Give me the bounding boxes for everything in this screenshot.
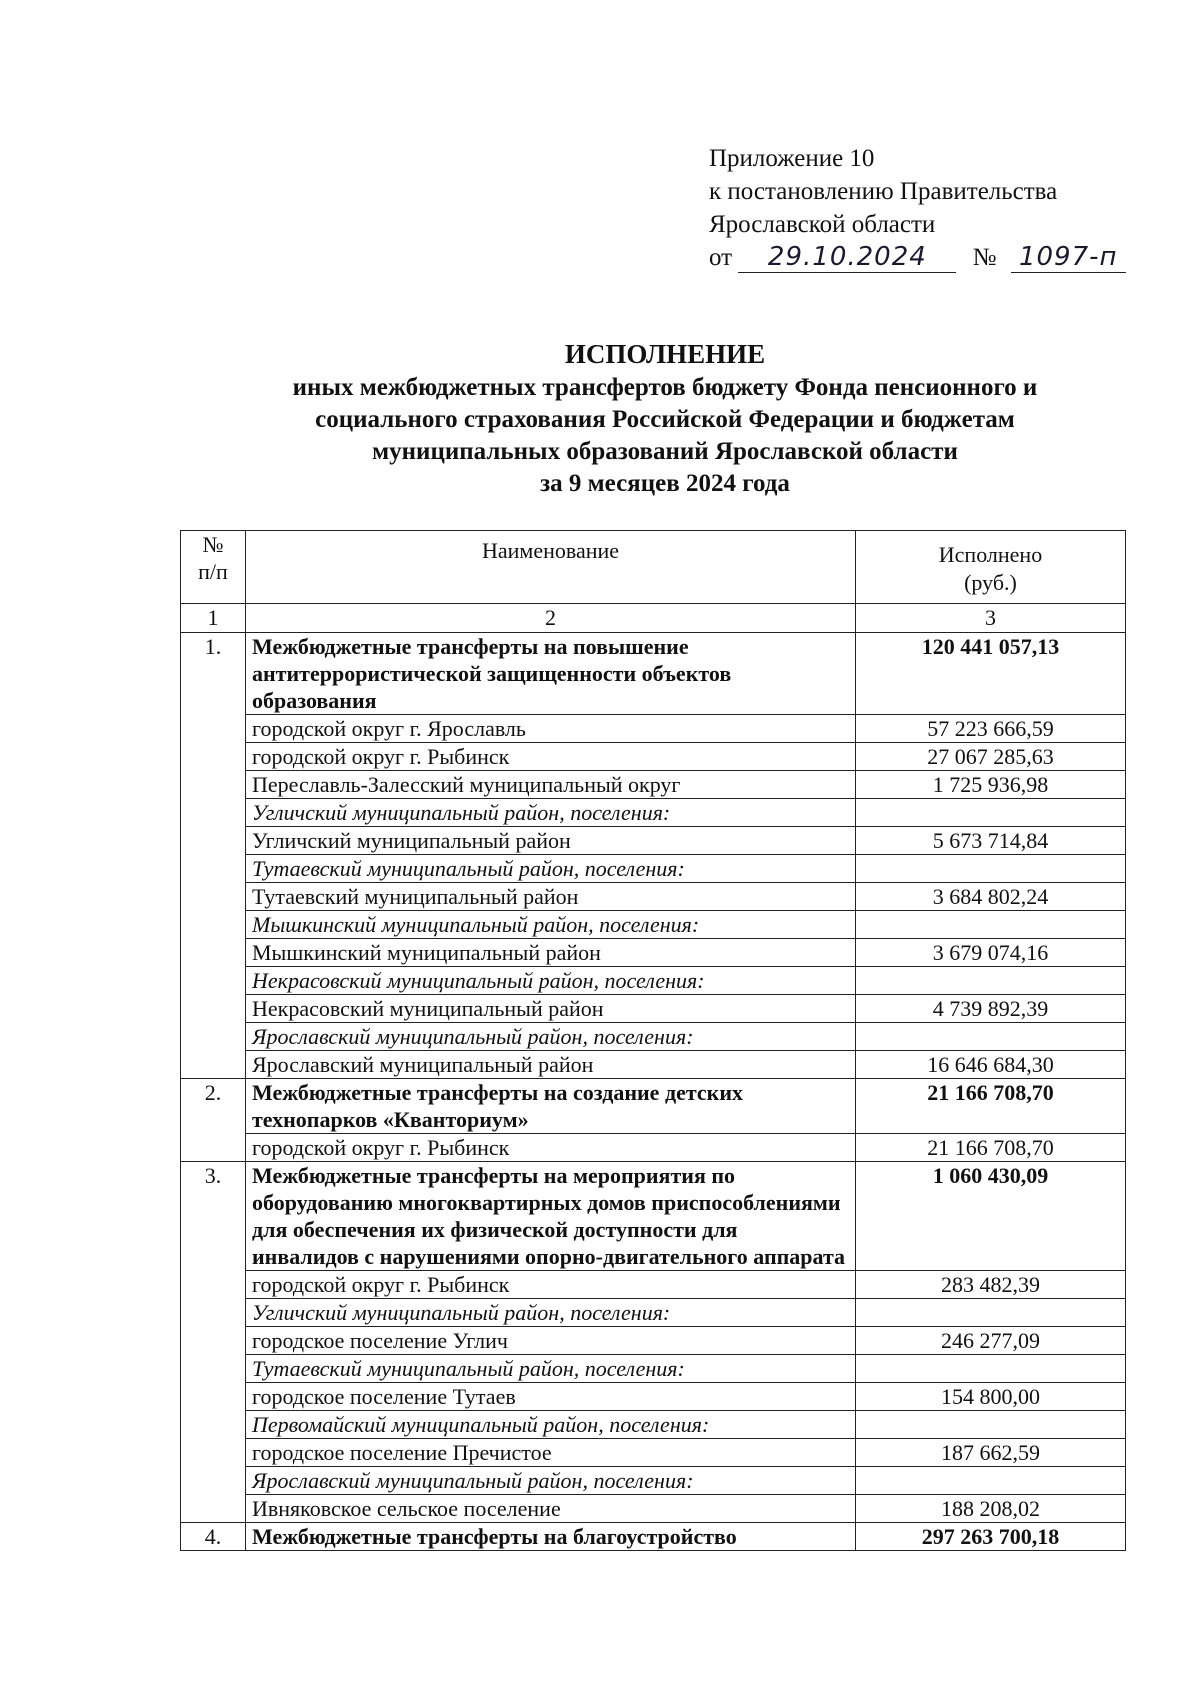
- title-line-1: иных межбюджетных трансфертов бюджету Фонда пенсионного и: [292, 374, 1038, 401]
- empty-index-cell: [181, 1299, 246, 1327]
- empty-index-cell: [181, 1271, 246, 1299]
- group-row: [181, 911, 1126, 939]
- item-name: городской округ г. Рыбинск: [246, 1134, 856, 1162]
- group-row: [181, 1411, 1126, 1439]
- item-row: [181, 1134, 1126, 1162]
- group-name: Тутаевский муниципальный район, поселения:: [246, 1355, 856, 1383]
- item-amount: 283 482,39: [856, 1271, 1126, 1299]
- section-title: Межбюджетные трансферты на благоустройство: [246, 1523, 856, 1551]
- group-name: Угличский муниципальный район, поселения:: [246, 1299, 856, 1327]
- empty-index-cell: [181, 743, 246, 771]
- empty-index-cell: [181, 771, 246, 799]
- header-executed: [856, 531, 1126, 604]
- empty-index-cell: [181, 995, 246, 1023]
- item-name: городское поселение Тутаев: [246, 1383, 856, 1411]
- group-name: Мышкинский муниципальный район, поселения:: [246, 911, 856, 939]
- budget-table: [180, 530, 1126, 1551]
- item-amount: [856, 967, 1126, 995]
- empty-index-cell: [181, 1411, 246, 1439]
- item-amount: [856, 1299, 1126, 1327]
- item-amount: 57 223 666,59: [856, 715, 1126, 743]
- item-row: [181, 1327, 1126, 1355]
- empty-index-cell: [181, 855, 246, 883]
- group-row: [181, 1299, 1126, 1327]
- item-name: городское поселение Углич: [246, 1327, 856, 1355]
- item-amount: [856, 1467, 1126, 1495]
- handwritten-number: 1097-п: [1011, 242, 1126, 273]
- empty-index-cell: [181, 1134, 246, 1162]
- empty-index-cell: [181, 1327, 246, 1355]
- section-row: [181, 1079, 1126, 1134]
- column-number-row: [181, 604, 1126, 633]
- appendix-line-3: Ярославской области: [709, 211, 936, 238]
- group-name: Ярославский муниципальный район, поселения:: [246, 1467, 856, 1495]
- group-name: Некрасовский муниципальный район, поселения:: [246, 967, 856, 995]
- appendix-date-row: [709, 241, 1129, 274]
- column-number: 2: [246, 604, 856, 633]
- item-name: городской округ г. Рыбинск: [246, 1271, 856, 1299]
- item-name: городское поселение Пречистое: [246, 1439, 856, 1467]
- header-number-line-1: №: [202, 532, 224, 557]
- empty-index-cell: [181, 715, 246, 743]
- empty-index-cell: [181, 911, 246, 939]
- group-name: Ярославский муниципальный район, поселения:: [246, 1023, 856, 1051]
- column-number: 1: [181, 604, 246, 633]
- empty-index-cell: [181, 1467, 246, 1495]
- appendix-line-1: Приложение 10: [709, 145, 875, 172]
- title-line-2: социального страхования Российской Федерации и бюджетам: [315, 406, 1015, 433]
- empty-index-cell: [181, 799, 246, 827]
- title-line-3: муниципальных образований Ярославской области: [372, 438, 958, 465]
- section-amount: 21 166 708,70: [856, 1079, 1126, 1134]
- item-amount: 154 800,00: [856, 1383, 1126, 1411]
- empty-index-cell: [181, 939, 246, 967]
- column-number: 3: [856, 604, 1126, 633]
- group-row: [181, 967, 1126, 995]
- section-index: 2.: [181, 1079, 246, 1134]
- item-amount: 3 684 802,24: [856, 883, 1126, 911]
- group-row: [181, 855, 1126, 883]
- item-row: [181, 1383, 1126, 1411]
- document-title: [200, 338, 1130, 500]
- group-name: Угличский муниципальный район, поселения:: [246, 799, 856, 827]
- section-index: 1.: [181, 633, 246, 715]
- empty-index-cell: [181, 1355, 246, 1383]
- item-amount: 4 739 892,39: [856, 995, 1126, 1023]
- item-row: [181, 1051, 1126, 1079]
- section-row: [181, 1523, 1126, 1551]
- section-index: 3.: [181, 1162, 246, 1271]
- item-amount: 16 646 684,30: [856, 1051, 1126, 1079]
- empty-index-cell: [181, 1383, 246, 1411]
- section-title: Межбюджетные трансферты на повышение антитеррористической защищенности объектов образования: [246, 633, 856, 715]
- section-row: [181, 1162, 1126, 1271]
- item-amount: 27 067 285,63: [856, 743, 1126, 771]
- item-amount: [856, 1411, 1126, 1439]
- group-row: [181, 1023, 1126, 1051]
- item-name: городской округ г. Ярославль: [246, 715, 856, 743]
- section-title: Межбюджетные трансферты на мероприятия по оборудованию многоквартирных домов приспособлениями для обеспечения их физической доступности для инвалидов с нарушениями опорно-двигательного аппарата: [246, 1162, 856, 1271]
- header-executed-line-2: (руб.): [964, 570, 1017, 595]
- item-name: Некрасовский муниципальный район: [246, 995, 856, 1023]
- item-amount: [856, 1023, 1126, 1051]
- empty-index-cell: [181, 883, 246, 911]
- item-row: [181, 1271, 1126, 1299]
- item-name: Переславль-Залесский муниципальный округ: [246, 771, 856, 799]
- header-number-line-2: п/п: [198, 559, 228, 584]
- group-name: Тутаевский муниципальный район, поселения:: [246, 855, 856, 883]
- item-name: Угличский муниципальный район: [246, 827, 856, 855]
- item-amount: 246 277,09: [856, 1327, 1126, 1355]
- item-amount: [856, 1355, 1126, 1383]
- item-row: [181, 995, 1126, 1023]
- empty-index-cell: [181, 1439, 246, 1467]
- item-row: [181, 715, 1126, 743]
- title-line-4: за 9 месяцев 2024 года: [540, 470, 790, 497]
- item-amount: [856, 799, 1126, 827]
- empty-index-cell: [181, 1495, 246, 1523]
- appendix-block: [709, 142, 1129, 274]
- item-row: [181, 883, 1126, 911]
- item-row: [181, 1495, 1126, 1523]
- empty-index-cell: [181, 967, 246, 995]
- empty-index-cell: [181, 1051, 246, 1079]
- group-row: [181, 1355, 1126, 1383]
- item-row: [181, 827, 1126, 855]
- item-row: [181, 939, 1126, 967]
- item-amount: [856, 855, 1126, 883]
- item-amount: [856, 911, 1126, 939]
- item-name: городской округ г. Рыбинск: [246, 743, 856, 771]
- group-name: Первомайский муниципальный район, поселения:: [246, 1411, 856, 1439]
- item-name: Ивняковское сельское поселение: [246, 1495, 856, 1523]
- item-amount: 5 673 714,84: [856, 827, 1126, 855]
- section-amount: 297 263 700,18: [856, 1523, 1126, 1551]
- item-row: [181, 1439, 1126, 1467]
- section-row: [181, 633, 1126, 715]
- item-amount: 3 679 074,16: [856, 939, 1126, 967]
- item-amount: 1 725 936,98: [856, 771, 1126, 799]
- item-row: [181, 743, 1126, 771]
- number-label: №: [972, 244, 997, 271]
- section-amount: 1 060 430,09: [856, 1162, 1126, 1271]
- handwritten-date: 29.10.2024: [738, 242, 956, 273]
- item-amount: 21 166 708,70: [856, 1134, 1126, 1162]
- item-name: Тутаевский муниципальный район: [246, 883, 856, 911]
- table-header-row: [181, 531, 1126, 604]
- group-row: [181, 799, 1126, 827]
- item-amount: 187 662,59: [856, 1439, 1126, 1467]
- item-name: Мышкинский муниципальный район: [246, 939, 856, 967]
- group-row: [181, 1467, 1126, 1495]
- appendix-line-2: к постановлению Правительства: [709, 178, 1058, 205]
- title-main: ИСПОЛНЕНИЕ: [564, 339, 766, 369]
- section-title: Межбюджетные трансферты на создание детских технопарков «Кванториум»: [246, 1079, 856, 1134]
- empty-index-cell: [181, 1023, 246, 1051]
- header-number: [181, 531, 246, 604]
- empty-index-cell: [181, 827, 246, 855]
- header-executed-line-1: Исполнено: [938, 542, 1043, 567]
- section-amount: 120 441 057,13: [856, 633, 1126, 715]
- from-label: от: [709, 244, 733, 271]
- section-index: 4.: [181, 1523, 246, 1551]
- item-row: [181, 771, 1126, 799]
- item-name: Ярославский муниципальный район: [246, 1051, 856, 1079]
- header-name: Наименование: [246, 531, 856, 604]
- item-amount: 188 208,02: [856, 1495, 1126, 1523]
